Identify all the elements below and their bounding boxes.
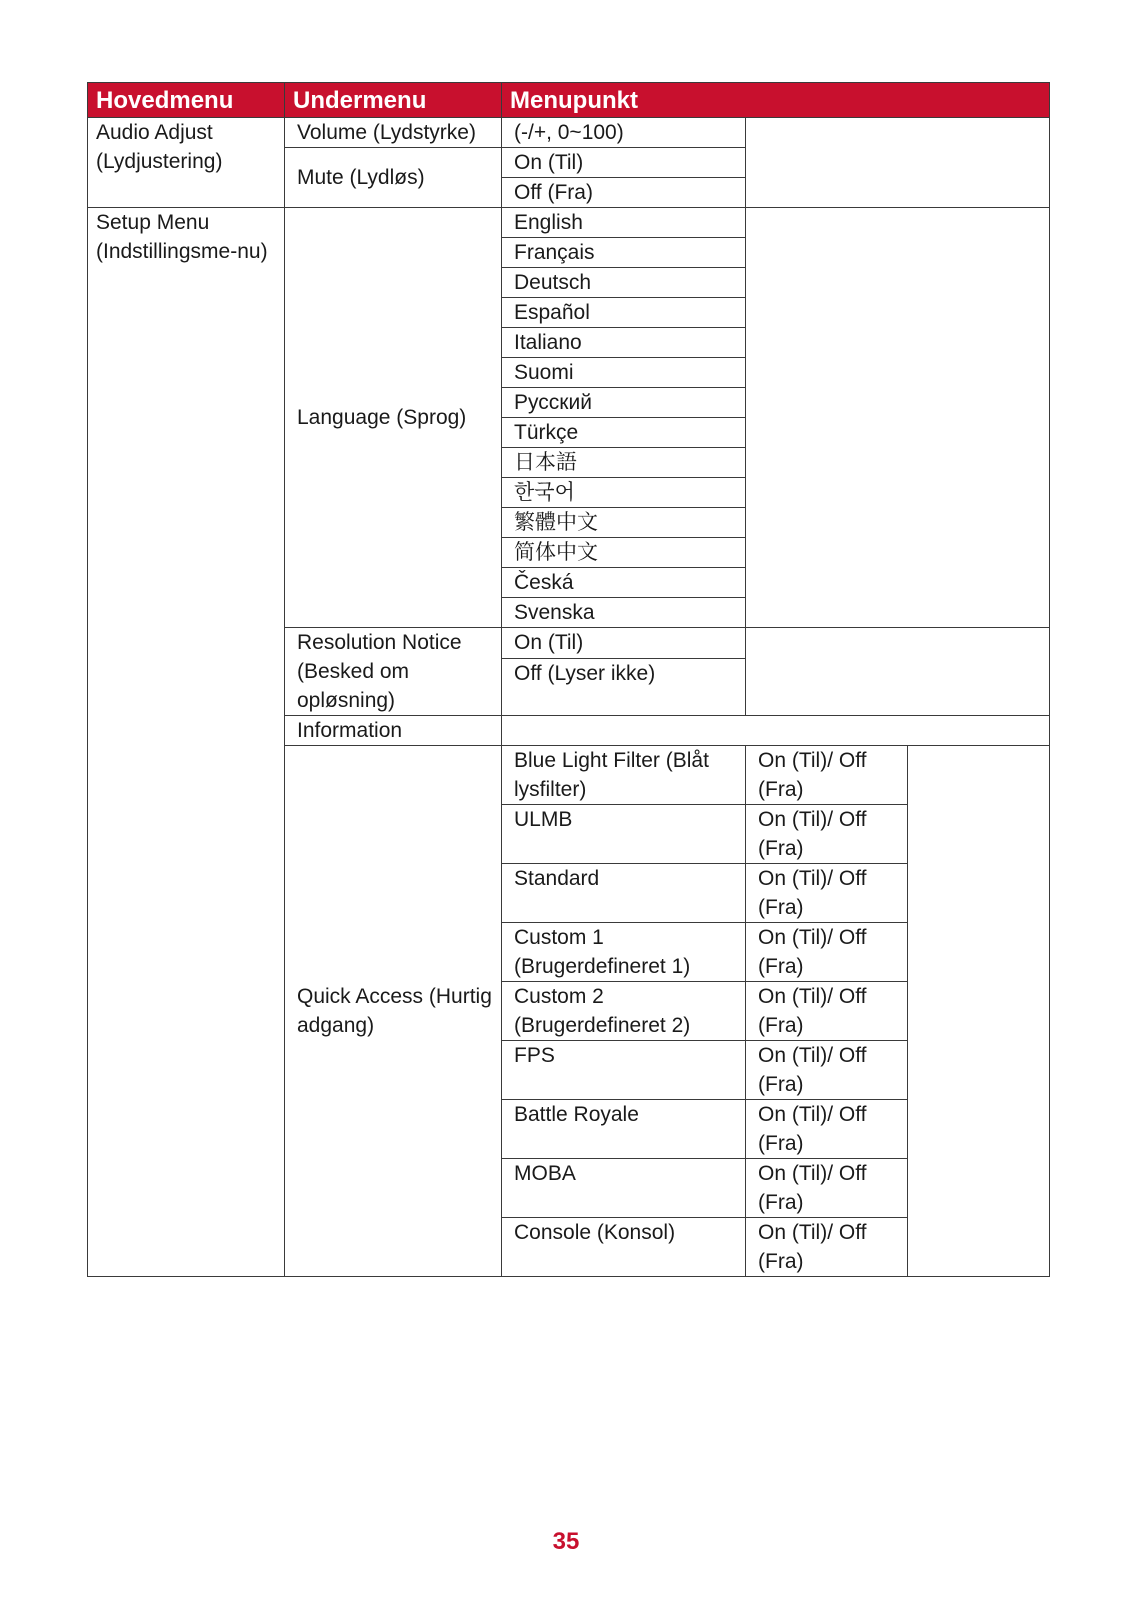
quick-access-value: On (Til)/ Off (Fra) bbox=[746, 1041, 908, 1100]
quick-access-item: Custom 2 (Brugerdefineret 2) bbox=[502, 982, 746, 1041]
language-item: 简体中文 bbox=[502, 538, 746, 568]
header-submenu: Undermenu bbox=[285, 83, 502, 118]
language-item: Français bbox=[502, 238, 746, 268]
submenu-resolution-notice: Resolution Notice (Besked om opløsning) bbox=[285, 628, 502, 716]
quick-access-item: Battle Royale bbox=[502, 1100, 746, 1159]
submenu-mute: Mute (Lydløs) bbox=[285, 148, 502, 208]
language-item: Italiano bbox=[502, 328, 746, 358]
language-item: 한국어 bbox=[502, 478, 746, 508]
menu-table bbox=[87, 82, 1050, 1277]
quick-access-value: On (Til)/ Off (Fra) bbox=[746, 746, 908, 805]
quick-access-value: On (Til)/ Off (Fra) bbox=[746, 1159, 908, 1218]
quick-access-item: Custom 1 (Brugerdefineret 1) bbox=[502, 923, 746, 982]
table-row bbox=[88, 118, 1050, 148]
menu-item: (-/+, 0~100) bbox=[502, 118, 746, 148]
submenu-language: Language (Sprog) bbox=[285, 208, 502, 628]
quick-access-value: On (Til)/ Off (Fra) bbox=[746, 1100, 908, 1159]
submenu-information: Information bbox=[285, 716, 502, 746]
language-item: 日本語 bbox=[502, 448, 746, 478]
quick-access-item: FPS bbox=[502, 1041, 746, 1100]
quick-access-item: Blue Light Filter (Blåt lysfilter) bbox=[502, 746, 746, 805]
page-number: 35 bbox=[552, 1528, 580, 1555]
language-item: Svenska bbox=[502, 598, 746, 628]
submenu-quick-access: Quick Access (Hurtig adgang) bbox=[285, 746, 502, 1277]
language-item: Suomi bbox=[502, 358, 746, 388]
main-menu-audio: Audio Adjust (Lydjustering) bbox=[88, 118, 285, 208]
quick-access-item: Console (Konsol) bbox=[502, 1218, 746, 1277]
header-row bbox=[88, 83, 1050, 118]
empty-cell bbox=[908, 746, 1050, 1277]
language-item: Русский bbox=[502, 388, 746, 418]
menu-item: On (Til) bbox=[502, 148, 746, 178]
language-item: Česká bbox=[502, 568, 746, 598]
empty-cell bbox=[502, 716, 1050, 746]
language-item: Español bbox=[502, 298, 746, 328]
empty-cell bbox=[746, 118, 1050, 208]
quick-access-value: On (Til)/ Off (Fra) bbox=[746, 864, 908, 923]
quick-access-value: On (Til)/ Off (Fra) bbox=[746, 805, 908, 864]
menu-item: Off (Fra) bbox=[502, 178, 746, 208]
header-menu-item: Menupunkt bbox=[502, 83, 1050, 118]
language-item: Türkçe bbox=[502, 418, 746, 448]
main-menu-setup: Setup Menu (Indstillingsme-nu) bbox=[88, 208, 285, 1277]
language-item: 繁體中文 bbox=[502, 508, 746, 538]
quick-access-item: ULMB bbox=[502, 805, 746, 864]
empty-cell bbox=[746, 628, 1050, 716]
quick-access-value: On (Til)/ Off (Fra) bbox=[746, 1218, 908, 1277]
quick-access-item: MOBA bbox=[502, 1159, 746, 1218]
quick-access-value: On (Til)/ Off (Fra) bbox=[746, 982, 908, 1041]
empty-cell bbox=[746, 208, 1050, 628]
header-main-menu: Hovedmenu bbox=[88, 83, 285, 118]
submenu-volume: Volume (Lydstyrke) bbox=[285, 118, 502, 148]
menu-item: Off (Lyser ikke) bbox=[502, 659, 746, 716]
language-item: English bbox=[502, 208, 746, 238]
menu-item: On (Til) bbox=[502, 628, 746, 659]
language-item: Deutsch bbox=[502, 268, 746, 298]
quick-access-value: On (Til)/ Off (Fra) bbox=[746, 923, 908, 982]
table-row bbox=[88, 208, 1050, 238]
quick-access-item: Standard bbox=[502, 864, 746, 923]
